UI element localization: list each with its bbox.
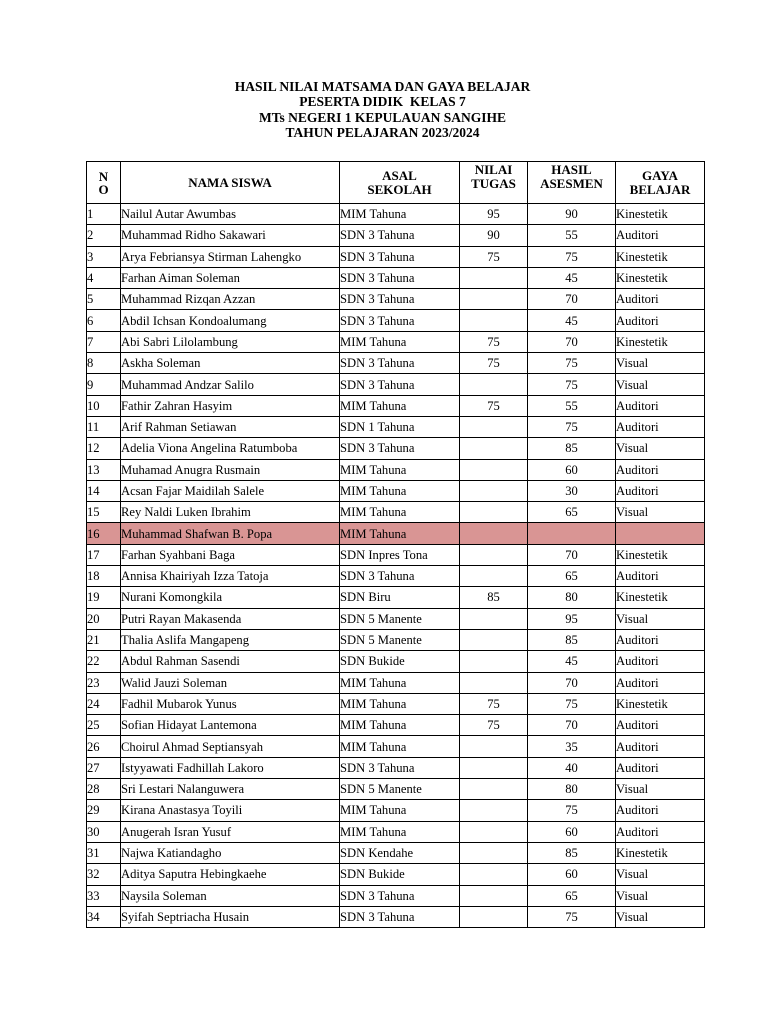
cell-asal: SDN 3 Tahuna bbox=[340, 289, 460, 310]
cell-asal: SDN 5 Manente bbox=[340, 779, 460, 800]
cell-nilai-tugas bbox=[460, 672, 528, 693]
cell-asal: SDN 3 Tahuna bbox=[340, 246, 460, 267]
cell-hasil-asesmen: 70 bbox=[528, 289, 616, 310]
table-row bbox=[87, 416, 705, 437]
cell-nama: Fathir Zahran Hasyim bbox=[121, 395, 340, 416]
cell-hasil-asesmen bbox=[528, 523, 616, 544]
cell-gaya-belajar: Auditori bbox=[616, 629, 705, 650]
table-row bbox=[87, 353, 705, 374]
cell-gaya-belajar: Kinestetik bbox=[616, 587, 705, 608]
cell-gaya-belajar: Kinestetik bbox=[616, 544, 705, 565]
header-gaya-text: GAYA BELAJAR bbox=[629, 167, 691, 197]
table-row bbox=[87, 715, 705, 736]
grades-table bbox=[86, 161, 705, 928]
cell-gaya-belajar: Visual bbox=[616, 353, 705, 374]
cell-no: 11 bbox=[87, 416, 121, 437]
cell-asal: SDN Bukide bbox=[340, 864, 460, 885]
cell-hasil-asesmen: 75 bbox=[528, 906, 616, 927]
cell-gaya-belajar: Auditori bbox=[616, 416, 705, 437]
cell-nilai-tugas bbox=[460, 310, 528, 331]
cell-asal: MIM Tahuna bbox=[340, 693, 460, 714]
cell-hasil-asesmen: 65 bbox=[528, 502, 616, 523]
cell-nama: Walid Jauzi Soleman bbox=[121, 672, 340, 693]
cell-no: 14 bbox=[87, 480, 121, 501]
cell-nilai-tugas: 75 bbox=[460, 353, 528, 374]
cell-nama: Muhammad Andzar Salilo bbox=[121, 374, 340, 395]
cell-no: 17 bbox=[87, 544, 121, 565]
cell-nama: Farhan Aiman Soleman bbox=[121, 267, 340, 288]
cell-asal: SDN 3 Tahuna bbox=[340, 566, 460, 587]
cell-nilai-tugas bbox=[460, 459, 528, 480]
cell-nama: Istyyawati Fadhillah Lakoro bbox=[121, 757, 340, 778]
cell-gaya-belajar: Auditori bbox=[616, 800, 705, 821]
cell-no: 21 bbox=[87, 629, 121, 650]
cell-nama: Rey Naldi Luken Ibrahim bbox=[121, 502, 340, 523]
cell-gaya-belajar: Auditori bbox=[616, 310, 705, 331]
cell-asal: SDN Inpres Tona bbox=[340, 544, 460, 565]
cell-nilai-tugas bbox=[460, 374, 528, 395]
cell-gaya-belajar: Kinestetik bbox=[616, 842, 705, 863]
table-row bbox=[87, 523, 705, 544]
cell-hasil-asesmen: 60 bbox=[528, 821, 616, 842]
cell-hasil-asesmen: 75 bbox=[528, 693, 616, 714]
cell-hasil-asesmen: 45 bbox=[528, 651, 616, 672]
cell-nama: Kirana Anastasya Toyili bbox=[121, 800, 340, 821]
cell-gaya-belajar: Visual bbox=[616, 885, 705, 906]
table-row bbox=[87, 885, 705, 906]
cell-nilai-tugas: 95 bbox=[460, 204, 528, 225]
cell-nama: Farhan Syahbani Baga bbox=[121, 544, 340, 565]
cell-gaya-belajar: Auditori bbox=[616, 566, 705, 587]
cell-gaya-belajar: Visual bbox=[616, 608, 705, 629]
cell-no: 28 bbox=[87, 779, 121, 800]
cell-asal: MIM Tahuna bbox=[340, 821, 460, 842]
cell-asal: MIM Tahuna bbox=[340, 736, 460, 757]
cell-asal: SDN 3 Tahuna bbox=[340, 885, 460, 906]
cell-no: 32 bbox=[87, 864, 121, 885]
cell-nilai-tugas bbox=[460, 779, 528, 800]
cell-nilai-tugas bbox=[460, 480, 528, 501]
cell-no: 6 bbox=[87, 310, 121, 331]
cell-hasil-asesmen: 35 bbox=[528, 736, 616, 757]
table-row bbox=[87, 480, 705, 501]
cell-asal: SDN 3 Tahuna bbox=[340, 906, 460, 927]
cell-nama: Muhammad Ridho Sakawari bbox=[121, 225, 340, 246]
cell-nilai-tugas bbox=[460, 800, 528, 821]
cell-gaya-belajar: Visual bbox=[616, 502, 705, 523]
cell-gaya-belajar: Kinestetik bbox=[616, 246, 705, 267]
cell-no: 8 bbox=[87, 353, 121, 374]
cell-no: 13 bbox=[87, 459, 121, 480]
cell-no: 19 bbox=[87, 587, 121, 608]
header-asesmen bbox=[528, 162, 616, 204]
cell-nilai-tugas bbox=[460, 566, 528, 587]
cell-asal: SDN 5 Manente bbox=[340, 629, 460, 650]
cell-nilai-tugas bbox=[460, 736, 528, 757]
cell-no: 9 bbox=[87, 374, 121, 395]
cell-gaya-belajar: Auditori bbox=[616, 459, 705, 480]
cell-hasil-asesmen: 75 bbox=[528, 353, 616, 374]
cell-gaya-belajar: Auditori bbox=[616, 736, 705, 757]
cell-hasil-asesmen: 85 bbox=[528, 842, 616, 863]
cell-no: 23 bbox=[87, 672, 121, 693]
cell-hasil-asesmen: 85 bbox=[528, 629, 616, 650]
cell-no: 16 bbox=[87, 523, 121, 544]
cell-no: 12 bbox=[87, 438, 121, 459]
cell-nilai-tugas bbox=[460, 757, 528, 778]
cell-hasil-asesmen: 60 bbox=[528, 459, 616, 480]
cell-hasil-asesmen: 85 bbox=[528, 438, 616, 459]
cell-hasil-asesmen: 75 bbox=[528, 246, 616, 267]
cell-asal: SDN Kendahe bbox=[340, 842, 460, 863]
cell-no: 5 bbox=[87, 289, 121, 310]
cell-hasil-asesmen: 70 bbox=[528, 715, 616, 736]
cell-asal: MIM Tahuna bbox=[340, 502, 460, 523]
cell-asal: MIM Tahuna bbox=[340, 480, 460, 501]
table-row bbox=[87, 587, 705, 608]
header-no-text: NO bbox=[98, 168, 109, 197]
cell-asal: SDN 3 Tahuna bbox=[340, 267, 460, 288]
table-row bbox=[87, 864, 705, 885]
cell-asal: SDN 3 Tahuna bbox=[340, 353, 460, 374]
cell-nilai-tugas bbox=[460, 651, 528, 672]
cell-asal: MIM Tahuna bbox=[340, 672, 460, 693]
cell-no: 18 bbox=[87, 566, 121, 587]
cell-hasil-asesmen: 80 bbox=[528, 779, 616, 800]
cell-hasil-asesmen: 75 bbox=[528, 416, 616, 437]
table-row bbox=[87, 459, 705, 480]
cell-nama: Nurani Komongkila bbox=[121, 587, 340, 608]
cell-nama: Syifah Septriacha Husain bbox=[121, 906, 340, 927]
table-row bbox=[87, 331, 705, 352]
cell-hasil-asesmen: 95 bbox=[528, 608, 616, 629]
cell-gaya-belajar: Auditori bbox=[616, 757, 705, 778]
table-row bbox=[87, 289, 705, 310]
table-row bbox=[87, 225, 705, 246]
cell-no: 25 bbox=[87, 715, 121, 736]
cell-hasil-asesmen: 90 bbox=[528, 204, 616, 225]
table-row bbox=[87, 502, 705, 523]
cell-no: 26 bbox=[87, 736, 121, 757]
cell-nama: Annisa Khairiyah Izza Tatoja bbox=[121, 566, 340, 587]
cell-gaya-belajar: Kinestetik bbox=[616, 331, 705, 352]
cell-nilai-tugas bbox=[460, 864, 528, 885]
header-gaya bbox=[616, 162, 705, 204]
cell-gaya-belajar: Auditori bbox=[616, 672, 705, 693]
cell-nilai-tugas bbox=[460, 842, 528, 863]
cell-asal: SDN 3 Tahuna bbox=[340, 374, 460, 395]
cell-nilai-tugas: 75 bbox=[460, 246, 528, 267]
cell-gaya-belajar: Auditori bbox=[616, 821, 705, 842]
cell-no: 22 bbox=[87, 651, 121, 672]
title-line-3: MTs NEGERI 1 KEPULAUAN SANGIHE bbox=[258, 109, 507, 125]
cell-nama: Najwa Katiandagho bbox=[121, 842, 340, 863]
cell-no: 29 bbox=[87, 800, 121, 821]
cell-no: 10 bbox=[87, 395, 121, 416]
table-row bbox=[87, 374, 705, 395]
table-row bbox=[87, 672, 705, 693]
cell-hasil-asesmen: 45 bbox=[528, 310, 616, 331]
cell-gaya-belajar: Auditori bbox=[616, 651, 705, 672]
cell-gaya-belajar: Auditori bbox=[616, 225, 705, 246]
cell-nilai-tugas: 75 bbox=[460, 395, 528, 416]
header-asesmen-text: HASIL ASESMEN bbox=[540, 162, 603, 191]
cell-no: 2 bbox=[87, 225, 121, 246]
cell-nilai-tugas bbox=[460, 885, 528, 906]
cell-asal: MIM Tahuna bbox=[340, 715, 460, 736]
table-row bbox=[87, 608, 705, 629]
cell-no: 7 bbox=[87, 331, 121, 352]
header-tugas bbox=[460, 162, 528, 204]
cell-asal: MIM Tahuna bbox=[340, 459, 460, 480]
table-row bbox=[87, 310, 705, 331]
cell-no: 24 bbox=[87, 693, 121, 714]
cell-gaya-belajar: Auditori bbox=[616, 395, 705, 416]
cell-nama: Abi Sabri Lilolambung bbox=[121, 331, 340, 352]
cell-nama: Adelia Viona Angelina Ratumboba bbox=[121, 438, 340, 459]
cell-asal: SDN 5 Manente bbox=[340, 608, 460, 629]
cell-hasil-asesmen: 40 bbox=[528, 757, 616, 778]
cell-nilai-tugas bbox=[460, 629, 528, 650]
table-row bbox=[87, 438, 705, 459]
cell-nilai-tugas: 90 bbox=[460, 225, 528, 246]
cell-nama: Putri Rayan Makasenda bbox=[121, 608, 340, 629]
table-row bbox=[87, 779, 705, 800]
cell-hasil-asesmen: 45 bbox=[528, 267, 616, 288]
table-row bbox=[87, 267, 705, 288]
cell-gaya-belajar: Auditori bbox=[616, 289, 705, 310]
cell-nama: Askha Soleman bbox=[121, 353, 340, 374]
cell-nama: Aditya Saputra Hebingkaehe bbox=[121, 864, 340, 885]
cell-hasil-asesmen: 75 bbox=[528, 374, 616, 395]
cell-asal: MIM Tahuna bbox=[340, 331, 460, 352]
table-row bbox=[87, 842, 705, 863]
cell-nilai-tugas: 85 bbox=[460, 587, 528, 608]
cell-no: 30 bbox=[87, 821, 121, 842]
cell-gaya-belajar bbox=[616, 523, 705, 544]
title-line-4: TAHUN PELAJARAN 2023/2024 bbox=[285, 125, 480, 141]
table-row bbox=[87, 204, 705, 225]
table-header-row bbox=[87, 162, 705, 204]
cell-no: 4 bbox=[87, 267, 121, 288]
cell-gaya-belajar: Visual bbox=[616, 438, 705, 459]
cell-nilai-tugas bbox=[460, 523, 528, 544]
cell-hasil-asesmen: 65 bbox=[528, 885, 616, 906]
cell-asal: SDN 3 Tahuna bbox=[340, 438, 460, 459]
cell-nilai-tugas bbox=[460, 906, 528, 927]
cell-gaya-belajar: Kinestetik bbox=[616, 204, 705, 225]
header-nama: NAMA SISWA bbox=[121, 162, 340, 204]
cell-nama: Sofian Hidayat Lantemona bbox=[121, 715, 340, 736]
cell-nama: Muhamad Anugra Rusmain bbox=[121, 459, 340, 480]
cell-hasil-asesmen: 55 bbox=[528, 395, 616, 416]
cell-hasil-asesmen: 30 bbox=[528, 480, 616, 501]
cell-hasil-asesmen: 70 bbox=[528, 672, 616, 693]
cell-nama: Nailul Autar Awumbas bbox=[121, 204, 340, 225]
cell-nilai-tugas: 75 bbox=[460, 693, 528, 714]
cell-nilai-tugas bbox=[460, 416, 528, 437]
table-row bbox=[87, 566, 705, 587]
cell-nama: Abdul Rahman Sasendi bbox=[121, 651, 340, 672]
cell-gaya-belajar: Visual bbox=[616, 906, 705, 927]
cell-nama: Fadhil Mubarok Yunus bbox=[121, 693, 340, 714]
table-row bbox=[87, 757, 705, 778]
cell-gaya-belajar: Kinestetik bbox=[616, 693, 705, 714]
cell-nama: Arya Febriansya Stirman Lahengko bbox=[121, 246, 340, 267]
cell-hasil-asesmen: 55 bbox=[528, 225, 616, 246]
table-row bbox=[87, 693, 705, 714]
header-tugas-text: NILAI TUGAS bbox=[471, 162, 516, 191]
cell-gaya-belajar: Auditori bbox=[616, 715, 705, 736]
cell-asal: MIM Tahuna bbox=[340, 523, 460, 544]
header-no bbox=[87, 162, 121, 204]
cell-asal: MIM Tahuna bbox=[340, 395, 460, 416]
cell-nilai-tugas bbox=[460, 608, 528, 629]
cell-nilai-tugas bbox=[460, 267, 528, 288]
table-row bbox=[87, 800, 705, 821]
cell-asal: SDN 3 Tahuna bbox=[340, 310, 460, 331]
cell-asal: MIM Tahuna bbox=[340, 800, 460, 821]
cell-no: 1 bbox=[87, 204, 121, 225]
table-row bbox=[87, 736, 705, 757]
cell-nama: Acsan Fajar Maidilah Salele bbox=[121, 480, 340, 501]
table-row bbox=[87, 821, 705, 842]
cell-nama: Abdil Ichsan Kondoalumang bbox=[121, 310, 340, 331]
cell-no: 33 bbox=[87, 885, 121, 906]
title-line-2: PESERTA DIDIK KELAS 7 bbox=[299, 94, 466, 110]
table-row bbox=[87, 395, 705, 416]
cell-nama: Sri Lestari Nalanguwera bbox=[121, 779, 340, 800]
cell-asal: SDN 3 Tahuna bbox=[340, 757, 460, 778]
cell-nilai-tugas: 75 bbox=[460, 331, 528, 352]
cell-gaya-belajar: Visual bbox=[616, 864, 705, 885]
cell-hasil-asesmen: 70 bbox=[528, 544, 616, 565]
table-body bbox=[87, 204, 705, 928]
table-row bbox=[87, 906, 705, 927]
cell-nilai-tugas bbox=[460, 821, 528, 842]
cell-nilai-tugas bbox=[460, 289, 528, 310]
cell-asal: MIM Tahuna bbox=[340, 204, 460, 225]
table-row bbox=[87, 629, 705, 650]
cell-nama: Choirul Ahmad Septiansyah bbox=[121, 736, 340, 757]
cell-hasil-asesmen: 65 bbox=[528, 566, 616, 587]
cell-nama: Thalia Aslifa Mangapeng bbox=[121, 629, 340, 650]
table-row bbox=[87, 651, 705, 672]
cell-nama: Anugerah Isran Yusuf bbox=[121, 821, 340, 842]
cell-nama: Naysila Soleman bbox=[121, 885, 340, 906]
document-title bbox=[0, 79, 768, 141]
cell-no: 27 bbox=[87, 757, 121, 778]
title-line-1: HASIL NILAI MATSAMA DAN GAYA BELAJAR bbox=[234, 79, 531, 94]
cell-nama: Muhammad Shafwan B. Popa bbox=[121, 523, 340, 544]
cell-nama: Muhammad Rizqan Azzan bbox=[121, 289, 340, 310]
cell-hasil-asesmen: 75 bbox=[528, 800, 616, 821]
cell-gaya-belajar: Kinestetik bbox=[616, 267, 705, 288]
header-asal-text: ASAL SEKOLAH bbox=[367, 167, 432, 197]
cell-asal: SDN Bukide bbox=[340, 651, 460, 672]
cell-gaya-belajar: Visual bbox=[616, 374, 705, 395]
cell-no: 34 bbox=[87, 906, 121, 927]
cell-asal: SDN Biru bbox=[340, 587, 460, 608]
cell-nilai-tugas bbox=[460, 544, 528, 565]
cell-hasil-asesmen: 70 bbox=[528, 331, 616, 352]
cell-nama: Arif Rahman Setiawan bbox=[121, 416, 340, 437]
cell-nilai-tugas bbox=[460, 502, 528, 523]
cell-nilai-tugas: 75 bbox=[460, 715, 528, 736]
cell-no: 15 bbox=[87, 502, 121, 523]
header-asal bbox=[340, 162, 460, 204]
cell-no: 3 bbox=[87, 246, 121, 267]
cell-gaya-belajar: Auditori bbox=[616, 480, 705, 501]
cell-no: 20 bbox=[87, 608, 121, 629]
cell-asal: SDN 1 Tahuna bbox=[340, 416, 460, 437]
cell-gaya-belajar: Visual bbox=[616, 779, 705, 800]
cell-nilai-tugas bbox=[460, 438, 528, 459]
table-row bbox=[87, 246, 705, 267]
cell-no: 31 bbox=[87, 842, 121, 863]
cell-hasil-asesmen: 80 bbox=[528, 587, 616, 608]
table-row bbox=[87, 544, 705, 565]
cell-asal: SDN 3 Tahuna bbox=[340, 225, 460, 246]
cell-hasil-asesmen: 60 bbox=[528, 864, 616, 885]
